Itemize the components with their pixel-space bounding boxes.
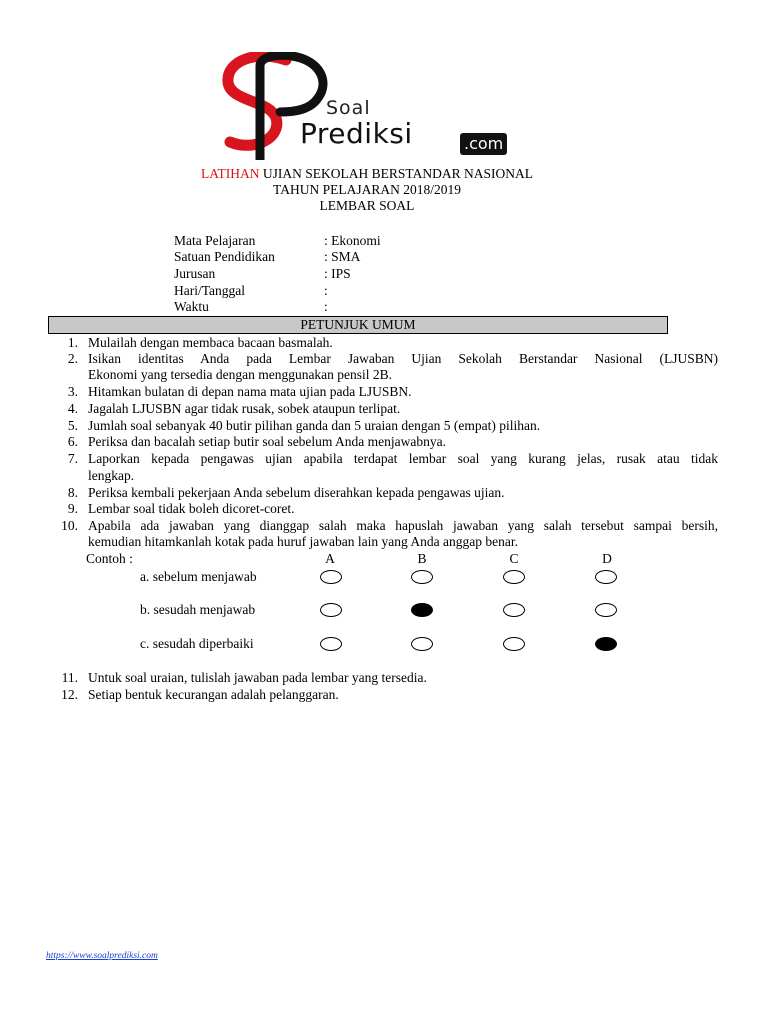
info-value: : bbox=[324, 299, 328, 314]
option-header: A bbox=[325, 551, 335, 566]
item-number: 2. bbox=[67, 351, 78, 366]
item-number: 12. bbox=[61, 687, 78, 702]
title-line-3: LEMBAR SOAL bbox=[319, 198, 415, 213]
item-number: 9. bbox=[67, 501, 78, 516]
petunjuk-umum-heading: PETUNJUK UMUM bbox=[48, 316, 668, 334]
empty-bubble-icon bbox=[411, 637, 433, 651]
item-number: 8. bbox=[67, 485, 78, 500]
item-text: Jumlah soal sebanyak 40 butir pilihan ganda dan 5 uraian dengan 5 (empat) pilihan. bbox=[88, 418, 541, 433]
item-number: 11. bbox=[61, 670, 78, 685]
option-header: B bbox=[417, 551, 427, 566]
item-number: 6. bbox=[67, 434, 78, 449]
item-text: Isikan identitas Anda pada Lembar Jawaban Ujian Sekolah Berstandar Nasional (LJUSBN) bbox=[88, 351, 718, 366]
title-highlight: LATIHAN bbox=[201, 166, 260, 181]
logo-soal-text: Soal bbox=[326, 97, 371, 119]
info-label: Mata Pelajaran bbox=[174, 233, 256, 248]
contoh-row-label: b. sesudah menjawab bbox=[140, 602, 256, 617]
empty-bubble-icon bbox=[503, 637, 525, 651]
item-text: Jagalah LJUSBN agar tidak rusak, sobek ataupun terlipat. bbox=[88, 401, 401, 416]
title-line-2: TAHUN PELAJARAN 2018/2019 bbox=[273, 182, 461, 197]
contoh-row-label: a. sebelum menjawab bbox=[140, 569, 257, 584]
item-number: 10. bbox=[61, 518, 78, 533]
item-text-cont: kemudian hitamkanlah kotak pada huruf jawaban lain yang Anda anggap benar. bbox=[88, 534, 518, 549]
item-number: 5. bbox=[67, 418, 78, 433]
title-line-1 bbox=[0, 166, 734, 182]
option-header: D bbox=[602, 551, 612, 566]
info-label: Waktu bbox=[174, 299, 209, 314]
info-value: : Ekonomi bbox=[324, 233, 381, 248]
item-number: 7. bbox=[67, 451, 78, 466]
info-label: Jurusan bbox=[174, 266, 216, 281]
item-text-cont: lengkap. bbox=[88, 468, 135, 483]
item-text: Lembar soal tidak boleh dicoret-coret. bbox=[88, 501, 295, 516]
contoh-label: Contoh : bbox=[86, 551, 133, 566]
info-label: Hari/Tanggal bbox=[174, 283, 246, 298]
item-number: 4. bbox=[67, 401, 78, 416]
contoh-row-label: c. sesudah diperbaiki bbox=[140, 636, 254, 651]
item-text: Apabila ada jawaban yang dianggap salah maka hapuslah jawaban yang salah tersebut sampai bersih, bbox=[88, 518, 718, 533]
item-text: Setiap bentuk kecurangan adalah pelanggaran. bbox=[88, 687, 339, 702]
empty-bubble-icon bbox=[320, 603, 342, 617]
info-value: : IPS bbox=[324, 266, 351, 281]
title-rest: UJIAN SEKOLAH BERSTANDAR NASIONAL bbox=[259, 166, 533, 181]
empty-bubble-icon bbox=[320, 570, 342, 584]
info-label: Satuan Pendidikan bbox=[174, 249, 275, 264]
empty-bubble-icon bbox=[595, 570, 617, 584]
item-text: Mulailah dengan membaca bacaan basmalah. bbox=[88, 335, 333, 350]
logo-prediksi-text: Prediksi bbox=[300, 117, 413, 150]
info-value: : bbox=[324, 283, 328, 298]
empty-bubble-icon bbox=[595, 603, 617, 617]
info-value: : SMA bbox=[324, 249, 361, 264]
option-header: C bbox=[509, 551, 519, 566]
item-text: Untuk soal uraian, tulislah jawaban pada lembar yang tersedia. bbox=[88, 670, 427, 685]
empty-bubble-icon bbox=[503, 603, 525, 617]
footer-website-link[interactable]: https://www.soalprediksi.com bbox=[46, 951, 158, 961]
empty-bubble-icon bbox=[320, 637, 342, 651]
item-text: Periksa dan bacalah setiap butir soal sebelum Anda menjawabnya. bbox=[88, 434, 447, 449]
item-text: Hitamkan bulatan di depan nama mata ujian pada LJUSBN. bbox=[88, 384, 412, 399]
item-text-cont: Ekonomi yang tersedia dengan menggunakan pensil 2B. bbox=[88, 367, 393, 382]
filled-bubble-icon bbox=[595, 637, 617, 651]
item-number: 3. bbox=[67, 384, 78, 399]
filled-bubble-icon bbox=[411, 603, 433, 617]
item-number: 1. bbox=[67, 335, 78, 350]
item-text: Periksa kembali pekerjaan Anda sebelum diserahkan kepada pengawas ujian. bbox=[88, 485, 505, 500]
logo-com-badge: .com bbox=[460, 133, 507, 155]
empty-bubble-icon bbox=[503, 570, 525, 584]
empty-bubble-icon bbox=[411, 570, 433, 584]
item-text: Laporkan kepada pengawas ujian apabila terdapat lembar soal yang kurang jelas, rusak atau tidak bbox=[88, 451, 718, 466]
